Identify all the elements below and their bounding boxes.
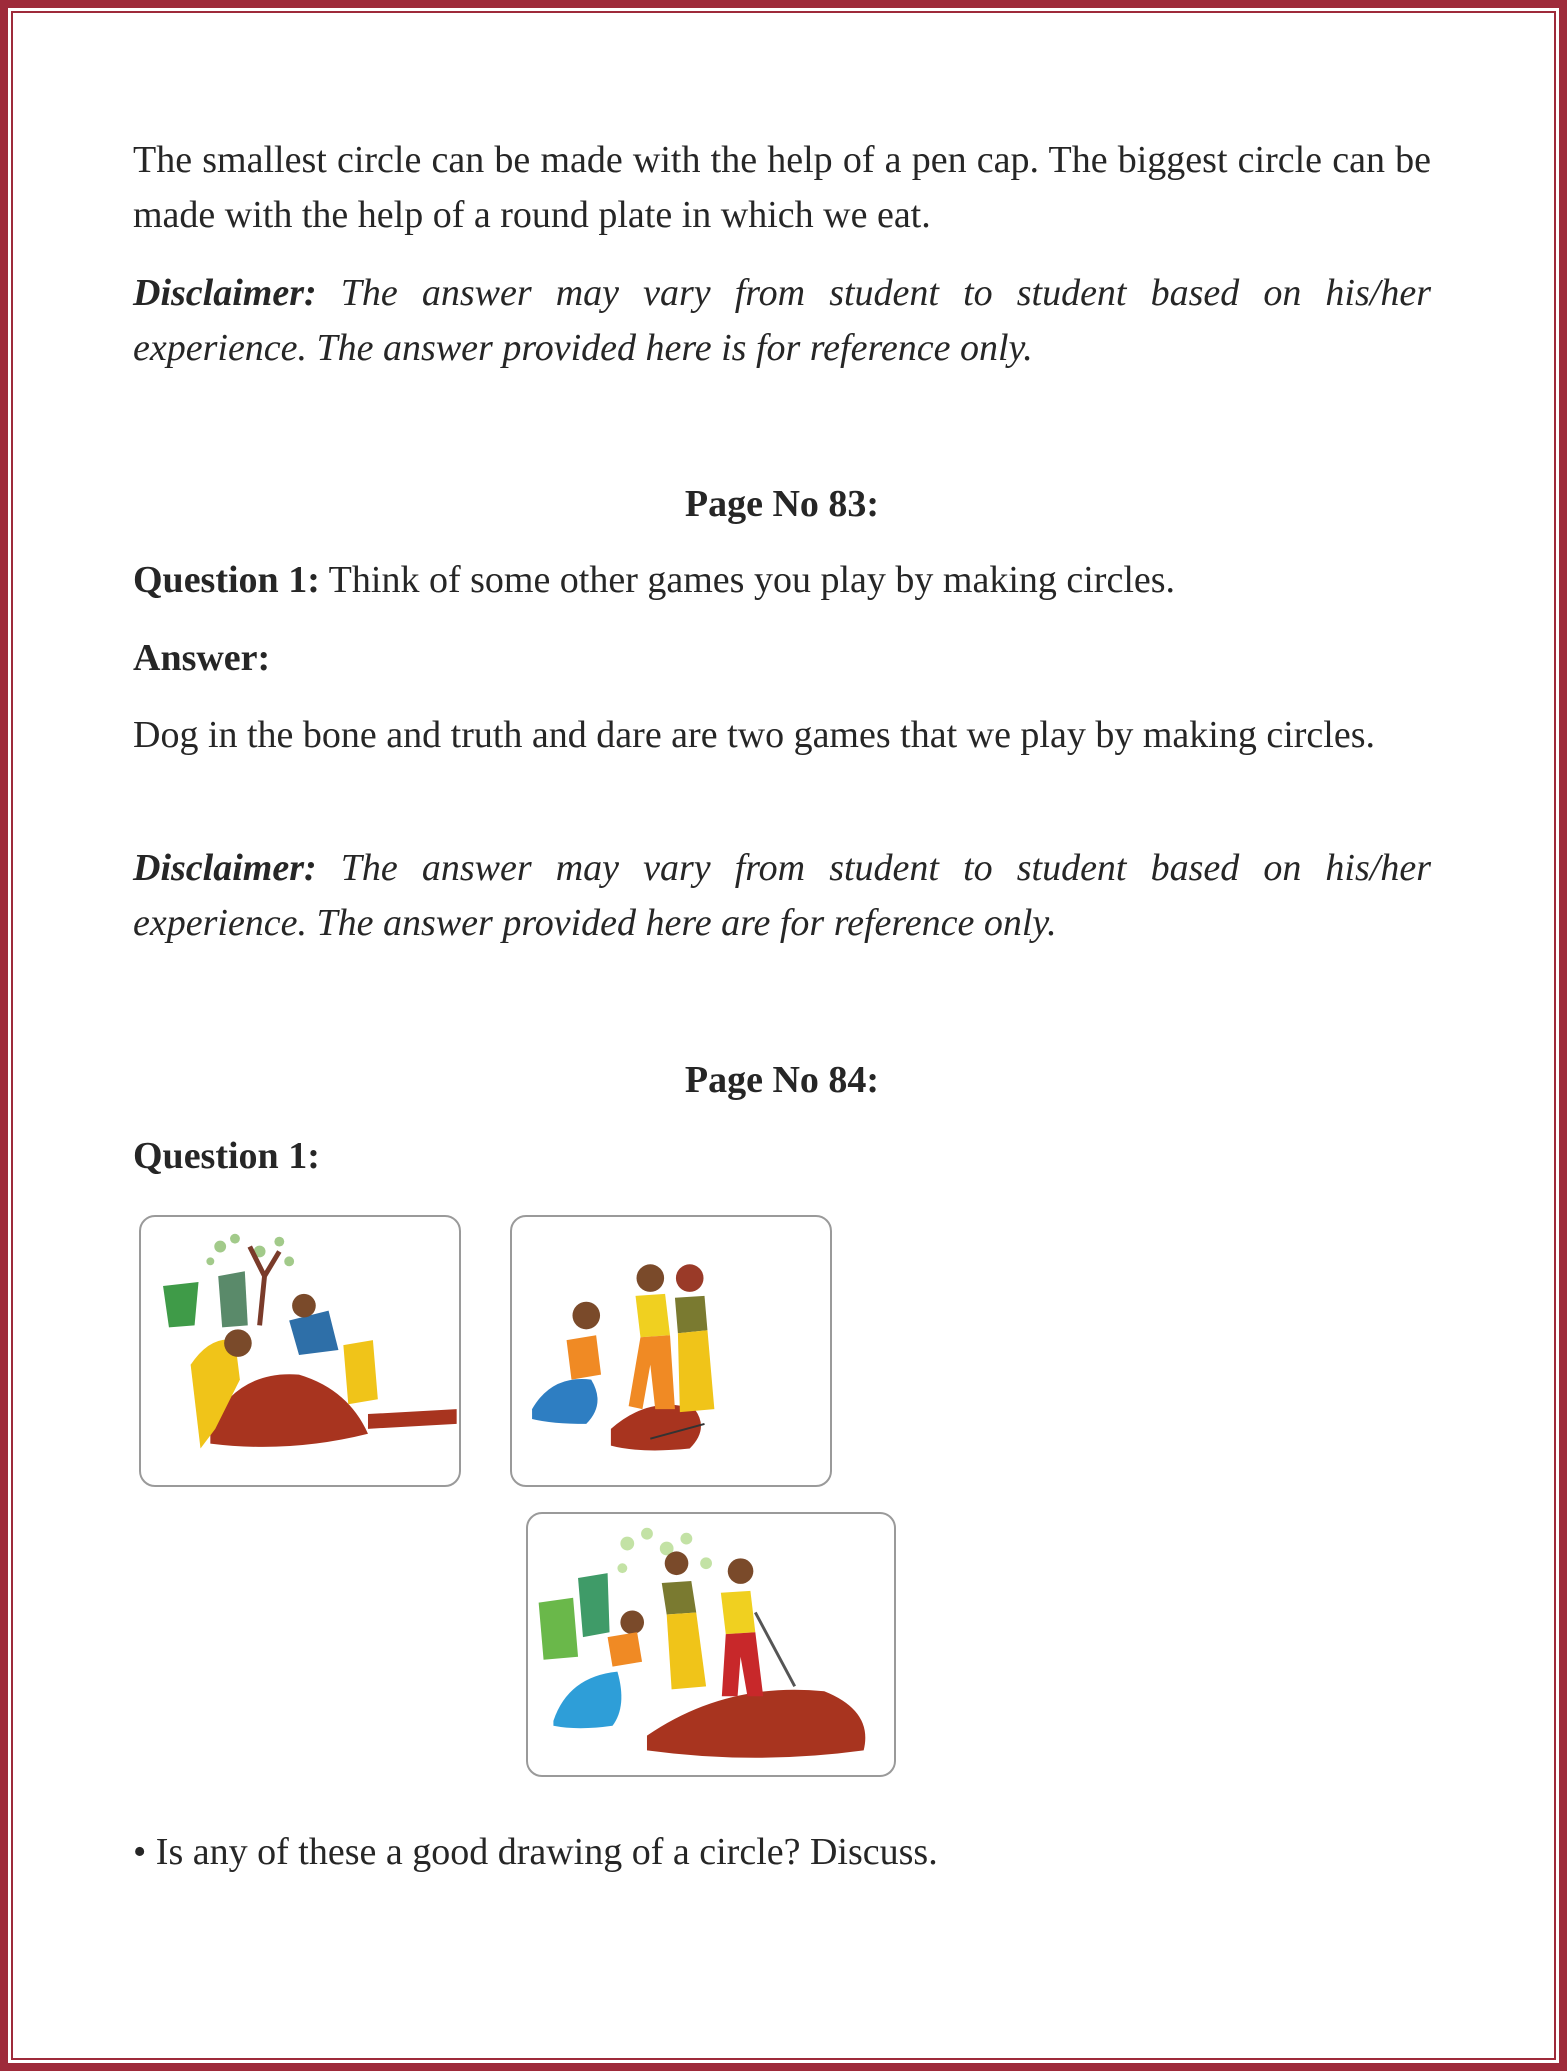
disclaimer-text: The answer may vary from student to student based on his/her experience. The answer provided here is for reference only. (133, 272, 1431, 369)
question-label: Question 1: (133, 559, 320, 601)
page-83-answer-label (133, 631, 1431, 686)
disclaimer-label: Disclaimer: (133, 272, 317, 314)
intro-paragraph (133, 133, 1431, 243)
answer-label: Answer: (133, 637, 271, 679)
illustration-children-mound-2 (510, 1215, 832, 1487)
page-83-question (133, 553, 1431, 608)
answer-text: Dog in the bone and truth and dare are two games that we play by making circles. (133, 714, 1375, 756)
illustration-children-mound-1 (139, 1215, 461, 1487)
page-84-heading (133, 1053, 1431, 1108)
page-84-bullet (133, 1825, 1431, 1880)
disclaimer-text: The answer may vary from student to student based on his/her experience. The answer provided here are for reference only. (133, 847, 1431, 944)
page-83-disclaimer (133, 841, 1431, 951)
question-label: Question 1: (133, 1135, 320, 1177)
heading-text: Page No 84: (684, 1059, 880, 1101)
heading-text: Page No 83: (684, 483, 880, 525)
intro-disclaimer (133, 266, 1431, 376)
page-83-answer (133, 708, 1431, 763)
page-84-question (133, 1129, 1431, 1184)
question-text: Think of some other games you play by making circles. (319, 559, 1176, 601)
bullet-text: • Is any of these a good drawing of a circle? Discuss. (133, 1831, 938, 1873)
intro-text: The smallest circle can be made with the help of a pen cap. The biggest circle can be made with the help of a round plate in which we eat. (133, 139, 1431, 236)
illustration-children-mound-3 (526, 1512, 896, 1777)
page-83-heading (133, 477, 1431, 532)
disclaimer-label: Disclaimer: (133, 847, 317, 889)
